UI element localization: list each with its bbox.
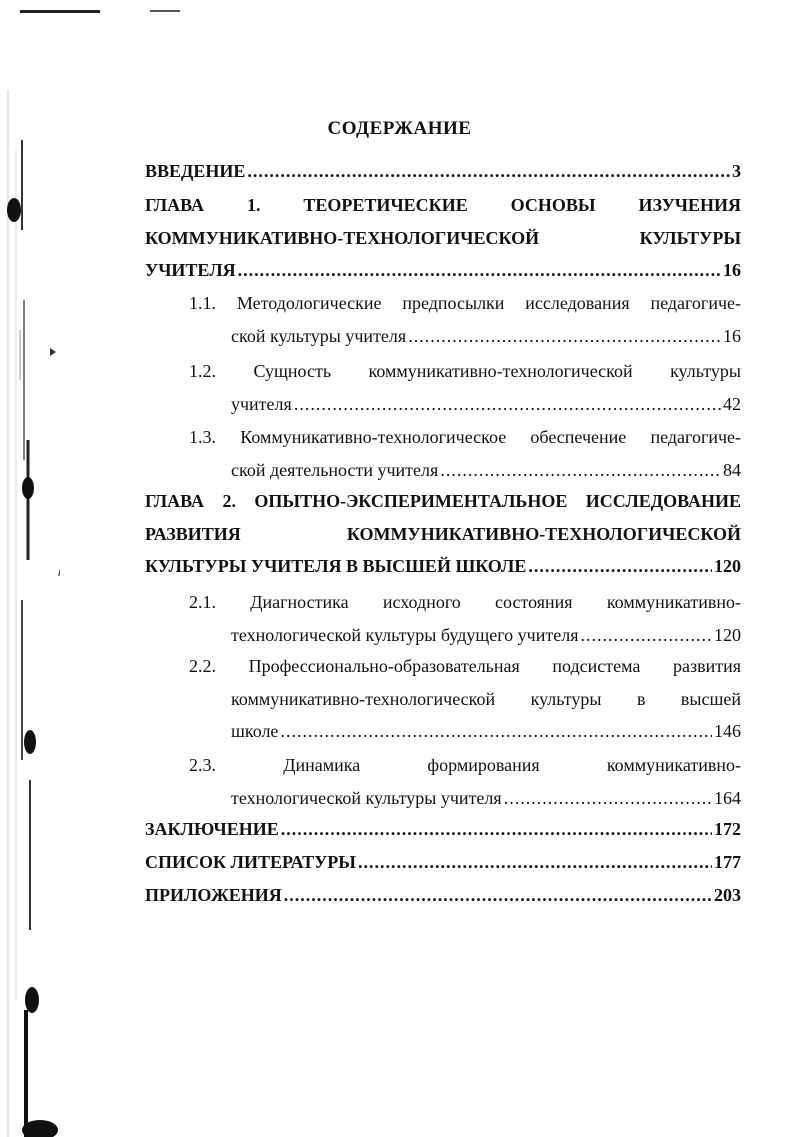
toc-page: 3: [732, 161, 741, 181]
toc-section-1-2: [145, 355, 741, 420]
toc-page: 203: [714, 885, 741, 905]
toc-label: СПИСОК ЛИТЕРАТУРЫ: [145, 852, 356, 872]
toc-row: [145, 388, 741, 421]
toc-label: ской деятельности учителя: [231, 459, 439, 480]
toc-line: 2.3. Динамика формирования коммуникативно-: [189, 755, 741, 775]
leader-dots: [294, 388, 721, 421]
toc-section-1-3: [145, 421, 741, 486]
toc-row: [145, 715, 741, 748]
leader-dots: [281, 813, 712, 846]
toc-label: технологической культуры учителя: [231, 787, 502, 808]
toc-label: технологической культуры будущего учителя: [231, 624, 579, 645]
toc-page: 120: [714, 624, 741, 645]
leader-dots: [580, 619, 712, 652]
toc-line: ГЛАВА 1. ТЕОРЕТИЧЕСКИЕ ОСНОВЫ ИЗУЧЕНИЯ: [145, 195, 741, 215]
toc-label: ПРИЛОЖЕНИЯ: [145, 885, 282, 905]
toc-line: ГЛАВА 2. ОПЫТНО-ЭКСПЕРИМЕНТАЛЬНОЕ ИССЛЕДОВАНИЕ: [145, 491, 741, 511]
toc-page: 84: [723, 459, 741, 480]
toc-line: 1.3. Коммуникативно-технологическое обеспечение педагогиче-: [189, 427, 741, 447]
toc-page: 172: [714, 819, 741, 839]
toc-page: 164: [714, 787, 741, 808]
toc-row: [145, 846, 741, 879]
toc-page: 42: [723, 393, 741, 414]
toc-page: 16: [723, 260, 741, 280]
toc-line: 1.1. Методологические предпосылки исследования педагогиче-: [189, 293, 741, 313]
leader-dots: [528, 550, 712, 583]
toc-section-2-3: [145, 749, 741, 814]
toc-page: 16: [723, 325, 741, 346]
toc-line: КОММУНИКАТИВНО-ТЕХНОЛОГИЧЕСКОЙ КУЛЬТУРЫ: [145, 227, 741, 248]
toc-intro: [145, 155, 741, 188]
toc-chapter-2: [145, 485, 741, 583]
toc-label: ской культуры учителя: [231, 325, 407, 346]
toc-row: [145, 254, 741, 287]
page-title: СОДЕРЖАНИЕ: [327, 118, 472, 139]
toc-label: КУЛЬТУРЫ УЧИТЕЛЯ В ВЫСШЕЙ ШКОЛЕ: [145, 556, 527, 576]
toc-label: учителя: [231, 393, 292, 414]
toc-label: ВВЕДЕНИЕ: [145, 161, 246, 181]
toc-line: 1.2. Сущность коммуникативно-технологической культуры: [189, 361, 741, 381]
toc-row: [145, 619, 741, 652]
toc-row: [145, 320, 741, 353]
toc-references: [145, 846, 741, 879]
scan-top-mark: [20, 10, 100, 13]
toc-conclusion: [145, 813, 741, 846]
scan-top-mark: [150, 10, 180, 12]
toc-row: [145, 813, 741, 846]
toc-section-2-2: [145, 650, 741, 748]
toc-section-2-1: [145, 586, 741, 651]
toc-chapter-1: [145, 189, 741, 287]
leader-dots: [280, 715, 712, 748]
toc-appendices: [145, 879, 741, 912]
toc-row: [145, 879, 741, 912]
leader-dots: [504, 782, 712, 815]
leader-dots: [284, 879, 712, 912]
leader-dots: [358, 846, 712, 879]
leader-dots: [247, 155, 730, 188]
toc-page: 120: [714, 556, 741, 576]
scan-edge-artifacts: [0, 0, 60, 1137]
toc-row: [145, 155, 741, 188]
toc-page: 146: [714, 721, 741, 741]
toc-section-1-1: [145, 287, 741, 352]
leader-dots: [440, 454, 721, 487]
toc-row: [145, 782, 741, 815]
toc-row: [145, 550, 741, 583]
toc-line: коммуникативно-технологической культуры в высшей: [231, 688, 741, 709]
toc-label: ЗАКЛЮЧЕНИЕ: [145, 819, 279, 839]
toc-page: 177: [714, 852, 741, 872]
toc-label: школе: [231, 721, 279, 741]
leader-dots: [238, 254, 721, 287]
toc-line: 2.2. Профессионально-образовательная подсистема развития: [189, 656, 741, 676]
toc-row: [145, 454, 741, 487]
toc-label: УЧИТЕЛЯ: [145, 260, 236, 280]
toc-line: РАЗВИТИЯ КОММУНИКАТИВНО-ТЕХНОЛОГИЧЕСКОЙ: [145, 523, 741, 544]
leader-dots: [408, 320, 721, 353]
toc-line: 2.1. Диагностика исходного состояния коммуникативно-: [189, 592, 741, 612]
